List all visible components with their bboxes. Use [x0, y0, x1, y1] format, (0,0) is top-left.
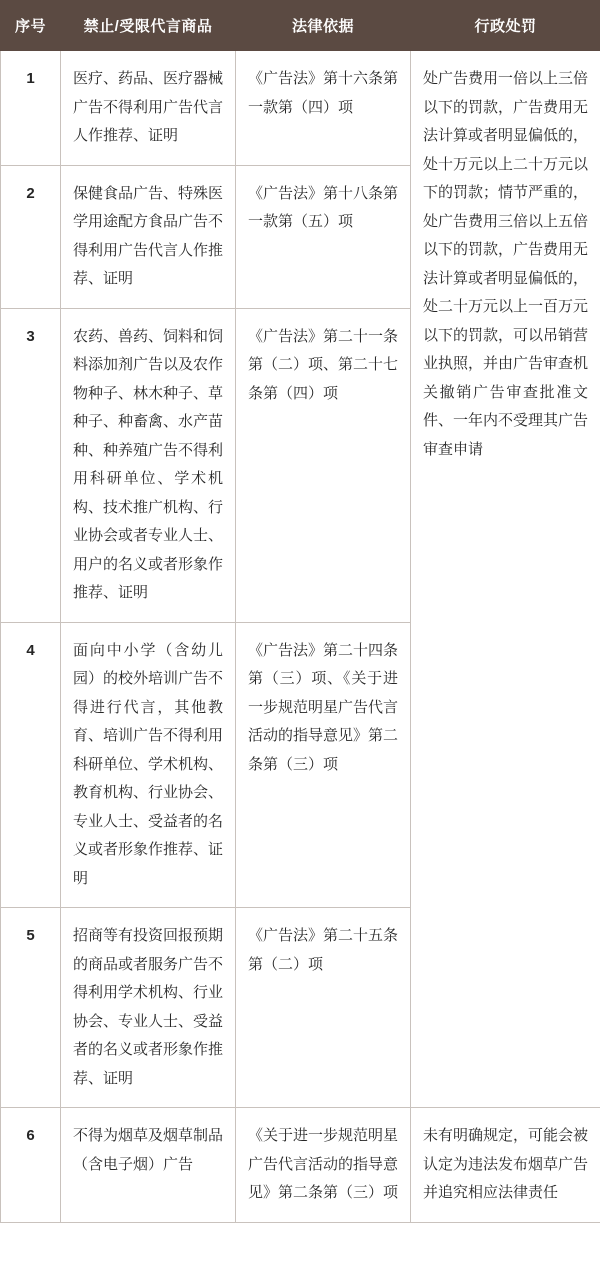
column-header-legal-basis: 法律依据: [236, 1, 411, 51]
cell-legal-basis: 《广告法》第十六条第一款第（四）项: [236, 51, 411, 166]
cell-index: 4: [1, 622, 61, 908]
cell-goods: 招商等有投资回报预期的商品或者服务广告不得利用学术机构、行业协会、专业人士、受益者的名义或者形象作推荐、证明: [61, 908, 236, 1108]
cell-index: 2: [1, 165, 61, 308]
table-body: [1, 51, 600, 1223]
table-row: [1, 1108, 600, 1223]
column-header-goods: 禁止/受限代言商品: [61, 1, 236, 51]
cell-goods: 面向中小学（含幼儿园）的校外培训广告不得进行代言，其他教育、培训广告不得利用科研单位、学术机构、教育机构、行业协会、专业人士、受益者的名义或者形象作推荐、证明: [61, 622, 236, 908]
column-header-penalty: 行政处罚: [411, 1, 600, 51]
cell-index: 3: [1, 308, 61, 622]
cell-legal-basis: 《广告法》第二十五条第（二）项: [236, 908, 411, 1108]
cell-index: 5: [1, 908, 61, 1108]
cell-goods: 保健食品广告、特殊医学用途配方食品广告不得利用广告代言人作推荐、证明: [61, 165, 236, 308]
table-header: [1, 1, 600, 51]
cell-legal-basis: 《广告法》第十八条第一款第（五）项: [236, 165, 411, 308]
cell-legal-basis: 《广告法》第二十四条第（三）项、《关于进一步规范明星广告代言活动的指导意见》第二条第（三）项: [236, 622, 411, 908]
table-row: [1, 51, 600, 166]
table-header-row: [1, 1, 600, 51]
cell-index: 1: [1, 51, 61, 166]
column-header-index: 序号: [1, 1, 61, 51]
cell-legal-basis: 《关于进一步规范明星广告代言活动的指导意见》第二条第（三）项: [236, 1108, 411, 1223]
cell-goods: 不得为烟草及烟草制品（含电子烟）广告: [61, 1108, 236, 1223]
cell-goods: 医疗、药品、医疗器械广告不得利用广告代言人作推荐、证明: [61, 51, 236, 166]
cell-penalty: 未有明确规定，可能会被认定为违法发布烟草广告并追究相应法律责任: [411, 1108, 600, 1223]
cell-goods: 农药、兽药、饲料和饲料添加剂广告以及农作物种子、林木种子、草种子、种畜禽、水产苗种、种养殖广告不得利用科研单位、学术机构、技术推广机构、行业协会或者专业人士、用户的名义或者形象作推荐、证明: [61, 308, 236, 622]
cell-legal-basis: 《广告法》第二十一条第（二）项、第二十七条第（四）项: [236, 308, 411, 622]
cell-index: 6: [1, 1108, 61, 1223]
cell-penalty: 处广告费用一倍以上三倍以下的罚款，广告费用无法计算或者明显偏低的，处十万元以上二十万元以下的罚款；情节严重的，处广告费用三倍以上五倍以下的罚款，广告费用无法计算或者明显偏低的，处二十万元以上一百万元以下的罚款，可以吊销营业执照，并由广告审查机关撤销广告审查批准文件、一年内不受理其广告审查申请: [411, 51, 600, 1108]
